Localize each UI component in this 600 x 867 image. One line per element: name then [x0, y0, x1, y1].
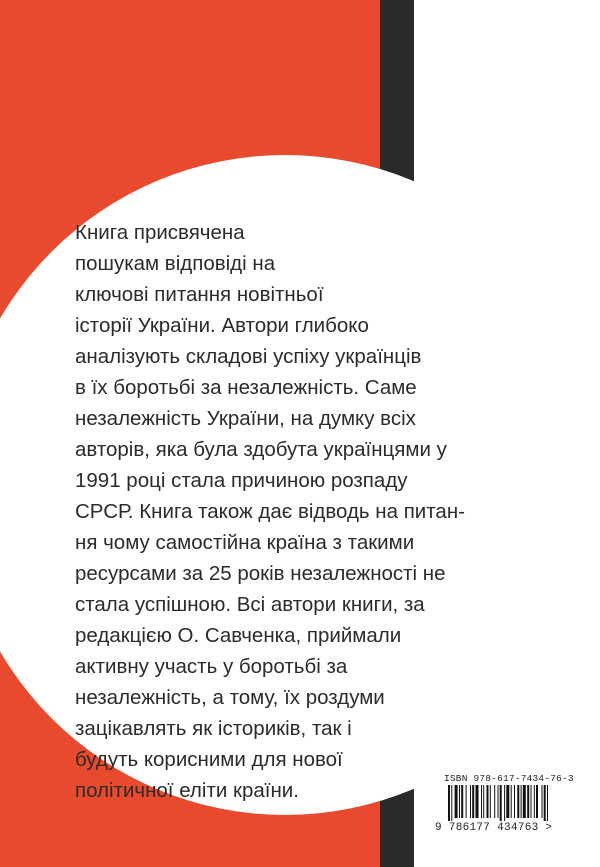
blurb-line: історії України. Автори глибоко	[75, 314, 369, 337]
blurb-line: ресурсами за 25 років незалежності не	[75, 562, 446, 585]
barcode-digits: 9 786177 434763 >	[435, 822, 553, 834]
blurb-line: ключові питання новітньої	[75, 283, 324, 306]
blurb-line: будуть корисними для нової	[75, 748, 343, 771]
blurb-line: в їх боротьбі за незалежність. Саме	[75, 376, 417, 399]
blurb-line: СРСР. Книга також дає відводь на питан-	[75, 500, 465, 523]
blurb-line: аналізують складові успіху українців	[75, 345, 422, 368]
blurb-line: редакцією О. Савченка, приймали	[75, 624, 402, 647]
blurb-line: 1991 році стала причиною розпаду	[75, 469, 408, 492]
isbn-label: ISBN 978-617-7434-76-3	[444, 773, 574, 784]
blurb-line: політичної еліти країни.	[75, 779, 299, 802]
blurb-line: активну участь у боротьбі за	[75, 655, 348, 678]
blurb-line: стала успішною. Всі автори книги, за	[75, 593, 425, 616]
blurb-line: пошукам відповіді на	[75, 252, 276, 275]
blurb-line: незалежність, а тому, їх роздуми	[75, 686, 385, 709]
barcode-icon	[448, 785, 580, 821]
blurb-line: ня чому самостійна країна з такими	[75, 531, 415, 554]
blurb-line: авторів, яка була здобута українцями у	[75, 438, 447, 461]
blurb-line: Книга присвячена	[75, 221, 245, 244]
blurb-line: незалежність України, на думку всіх	[75, 407, 416, 430]
blurb-line: зацікавлять як істориків, так і	[75, 717, 352, 740]
